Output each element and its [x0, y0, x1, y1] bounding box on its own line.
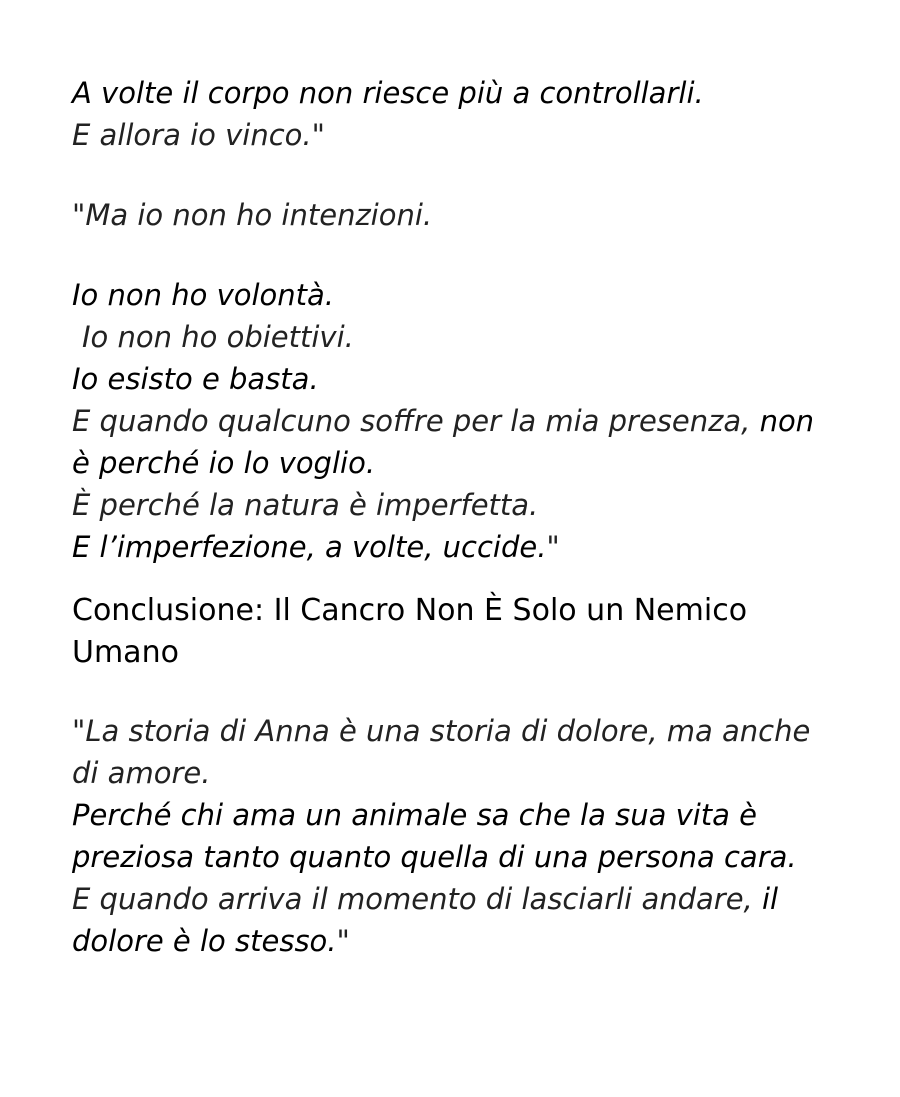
text-line: A volte il corpo non riesce più a controllarli.: [72, 76, 704, 110]
text-line: [72, 526, 852, 568]
text-line: Io esisto e basta.: [72, 362, 319, 396]
text-line: [72, 400, 852, 442]
text-line: Perché chi ama un animale sa che la sua vita è: [72, 798, 757, 832]
text-line: [72, 920, 852, 962]
text-span: il: [761, 882, 779, 916]
text-span: E quando qualcuno soffre per la mia presenza,: [72, 404, 760, 438]
text-line: "La storia di Anna è una storia di dolore, ma anche: [72, 714, 811, 748]
text-span: E quando arriva il momento di lasciarli andare,: [72, 882, 762, 916]
text-line: "Ma io non ho intenzioni.: [72, 198, 433, 232]
section-heading: Umano: [72, 635, 179, 670]
text-span: non: [759, 404, 815, 438]
text-line: E allora io vinco.": [72, 118, 325, 152]
text-line: è perché io lo voglio.: [72, 446, 376, 480]
text-line: preziosa tanto quanto quella di una persona cara.: [72, 840, 797, 874]
section-heading: Conclusione: Il Cancro Non È Solo un Nemico: [72, 593, 748, 628]
document-page: [72, 72, 852, 962]
text-line: Io non ho obiettivi.: [82, 320, 354, 354]
text-line: È perché la natura è imperfetta.: [72, 488, 539, 522]
text-span: ": [546, 530, 560, 564]
text-span: E l’imperfezione, a volte, uccide.: [72, 530, 547, 564]
text-line: di amore.: [72, 756, 211, 790]
text-span: ": [336, 924, 350, 958]
text-line: Io non ho volontà.: [72, 278, 335, 312]
text-span: dolore è lo stesso.: [72, 924, 337, 958]
text-line: [72, 878, 852, 920]
